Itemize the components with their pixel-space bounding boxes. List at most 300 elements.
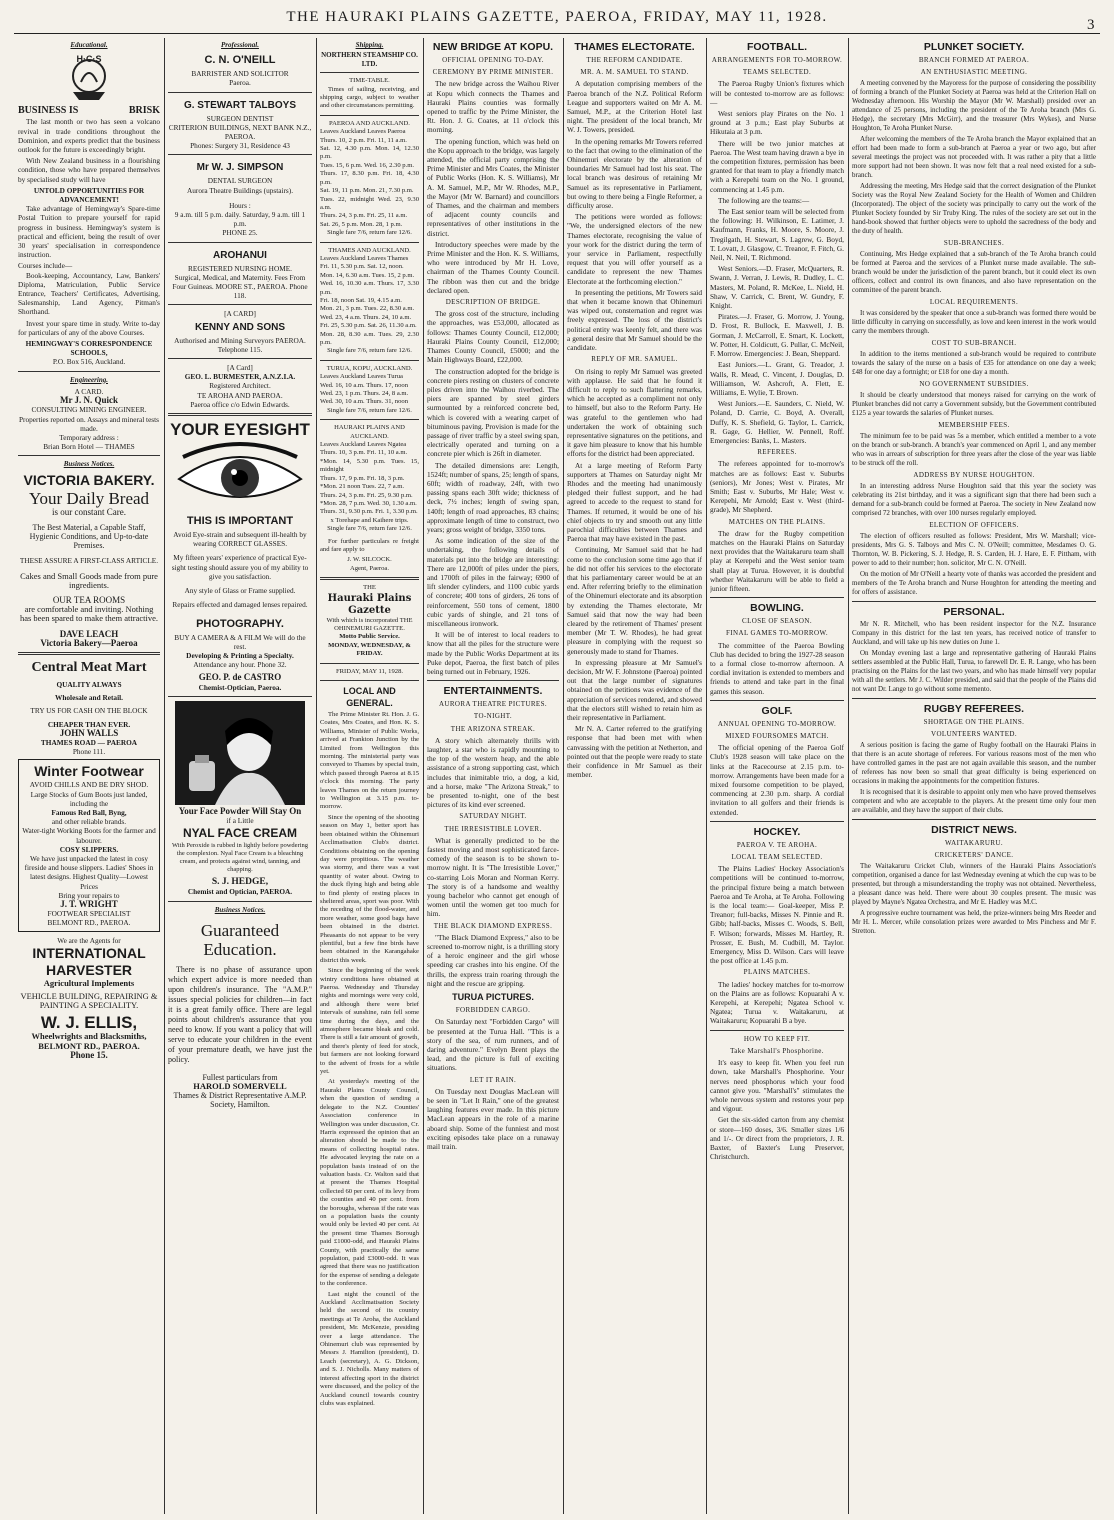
column-3	[320, 38, 419, 1514]
subheading: REPLY OF MR. SAMUEL.	[591, 355, 678, 364]
paragraph: The opening function, which was held on the Kopu approach to the bridge, was largely attended, the official party comprising the Prime Minister and Mrs Coates, the Minister of Public Works (Hon. K. S. Williams), Mr A. M. Samuel, M.P., Mr W. Rhodes, M.P., the Mayor (Mr W. Barnard) and councillors of Thames, and the chairman and members of adjacent county councils and representatives of other institutions in the district.	[427, 136, 559, 238]
headline: ENTERTAINMENTS.	[443, 685, 543, 698]
advertiser-name: Mr W. J. SIMPSON	[196, 162, 284, 174]
timetable-row: Thurs. 24, 3 p.m. Fri. 25, 9.30 p.m.	[320, 491, 413, 499]
advertiser-name: HEMINGWAY'S CORRESPONDENCE SCHOOLS,	[25, 339, 153, 358]
address: CRITERION BUILDINGS, NEXT BANK N.Z., PAEROA.	[168, 122, 312, 142]
eye-icon	[175, 441, 305, 511]
paragraph: West seniors play Pirates on the No. 1 ground at 3 p.m.; East play Suburbs at Hikutaia at 3 p.m.	[710, 109, 844, 137]
subheading: ARRANGEMENTS FOR TO-MORROW.	[711, 56, 843, 64]
label: Single fare 7/6, return fare 12/6.	[327, 229, 412, 237]
advertiser-name: DAVE LEACH	[59, 628, 119, 639]
paragraph: Repairs effected and damaged lenses repaired.	[172, 600, 308, 610]
paragraph: What is generally predicted to be the fastest moving and most sophisticated farce-comedy of the season is to be shown to-morrow night. It is "The Irresistible Lover," co-starring Lois Moran and Norman Kerry. The story is of a handsome and wealthy young bachelor who cannot get enough of women until the women get too much for him.	[427, 835, 559, 919]
paragraph: The minimum fee to be paid was 5s a member, which entitled a member to a vote on the branch or sub-branch. A branch's year commenced on April 1, and any member who was in arrears of subscription for three years after the close of the year was liable to be struck off the roll.	[852, 432, 1096, 467]
label: COSY SLIPPERS.	[59, 844, 119, 854]
label: Registered Architect.	[209, 381, 271, 391]
brisk-heading: BRISK	[128, 105, 160, 117]
advertiser-name: W. J. ELLIS,	[40, 1013, 138, 1033]
timetable-row: Fri. 18, noon Sat. 19, 4.15 a.m.	[320, 296, 402, 304]
label: SURGEON DENTIST	[206, 113, 274, 123]
label: Wheelwrights and Blacksmiths,	[31, 1031, 147, 1042]
advertiser-name: G. STEWART TALBOYS	[183, 99, 297, 111]
label: Single fare 7/6, return fare 12/6.	[327, 525, 412, 533]
paragraph: The referees appointed for to-morrow's matches are as follows: East v. Suburbs (seniors), Mr Jones; West v. Pirates, Mr Smith; East v. Suburbs, Mr Hale; West v. Kerepehi, Mr Arnold; East v. West (third-grade), Mr Shepherd.	[710, 459, 844, 515]
paragraph: A story which alternately thrills with laughter, a star who is rapidly mounting to the top of the western heap, and the able assistance of a strong supporting cast, which includes that inimitable trio, a dog, a kid, and a horse, make "The Arizona Streak," to be presented to-night, one of the best pictures of its kind ever screened.	[427, 735, 559, 810]
timetable-row: Wed. 23, 4 a.m. Thurs. 24, 10 a.m.	[320, 313, 412, 321]
subheading: Take Marshall's Phosphorine.	[730, 1046, 824, 1055]
advertiser-name: JOHN WALLS	[59, 727, 119, 738]
paragraph: West Juniors.—E. Saunders, C. Nield, W. Poland, D. Carrie, C. Boyd, A. Overall, Duffy, K. S. Shefield, G. Taylor, L. Carrick, R. Gage, G. Hellier, W. Pennell, Roff. Emergencies: Banks, L. Masters.	[710, 399, 844, 445]
headline: HARVESTER	[45, 961, 133, 978]
label: Authorised and Mining Surveyors PAEROA.	[174, 335, 306, 345]
headline: DISTRICT NEWS.	[931, 824, 1017, 836]
paragraph: The ladies' hockey matches for to-morrow on the Plains are as follows: Kopuarahi A v. Kerepehi, at Kerepehi; Ngatea School v. Ngatea; Turua v. Waitakaruru, at Waitakaruru; Kopuarahi B a bye.	[710, 979, 844, 1026]
advertiser-name: VICTORIA BAKERY.	[23, 471, 155, 488]
section-label: Shipping.	[355, 41, 384, 49]
paragraph: Since the beginning of the week wintry conditions have obtained at Paeroa. Wednesday and Thursday nights and mornings were very cold, and although there were brief intervals of sunshine, rain fell some time during the days, and the atmosphere became bleak and cold. There is still a fair amount of growth, and there's plenty of feed for stock, but farmers are not looking forward to the advent of frosts for a while yet.	[320, 967, 419, 1076]
paragraph: Properties reported on. Assays and mineral tests made.	[18, 414, 160, 433]
date: FRIDAY, MAY 11, 1928.	[335, 667, 404, 675]
masthead	[0, 0, 1114, 34]
label: OUR TEA ROOMS	[52, 594, 126, 605]
section-label: Business Notices.	[63, 460, 115, 469]
subheading: LET IT RAIN.	[469, 1075, 517, 1084]
subheading: ADDRESS BY NURSE HOUGHTON.	[913, 471, 1035, 479]
label: HAURAKI PLAINS AND AUCKLAND.	[334, 424, 405, 440]
subheading: THE ARIZONA STREAK.	[450, 724, 536, 733]
paragraph: On rising to reply Mr Samuel was greeted with applause. He said that he found it difficult to reply to such flattering remarks, which he accepted as a compliment not only to himself, but also to the Reform Party. He was grateful to the gentlemen who had undertaken the work of obtaining such representative signatures on the petitions, and it gave him pleasure to know that his humble efforts for the district had been appreciated.	[567, 366, 702, 459]
subheading: SHORTAGE ON THE PLAINS.	[923, 718, 1025, 726]
paragraph: The official opening of the Paeroa Golf Club's 1928 season will take place on the links at the Racecourse at 2.15 p.m. to-morrow. Arrangements have been made for a mixed foursome competition to be played, commencing at 2.30 p.m. sharp. A cordial invitation to all golfers and their friends is extended.	[710, 743, 844, 817]
timetable-header: Leaves Auckland Leaves Ngatea	[320, 441, 407, 449]
headline: PLUNKET SOCIETY.	[923, 41, 1025, 53]
label: THAMES AND AUCKLAND.	[328, 246, 411, 254]
paragraph: The East senior team will be selected from the following: H. Wilkinson, E. Latimer, J. Kaufmann, Franks, H. Moore, S. Moore, J. Tregilgath, H. Stewart, S. Lagrew, G. Boyd, T. Lovatt, J. Glasgow, C. Treanor, F. Fitch, G. Neil, N. Neil, T. Richmond.	[710, 207, 844, 263]
advertiser-name: Mr J. N. Quick	[59, 395, 119, 406]
headline: NEW BRIDGE AT KOPU.	[432, 41, 554, 53]
label: Attendance any hour. Phone 32.	[193, 660, 287, 670]
headline: GOLF.	[761, 704, 793, 717]
paragraph: We have just unpacked the latest in cosy fireside and house slippers. Ladies' Shoes in latest designs. Highest Quality—Lowest Prices	[24, 854, 154, 891]
advertiser-name: Central Meat Mart	[31, 659, 147, 675]
subheading: TO-NIGHT.	[473, 712, 513, 721]
headline: Guaranteed Education.	[200, 920, 280, 959]
paragraph: In expressing pleasure at Mr Samuel's decision, Mr W. F. Johnstone (Paeroa) pointed out that the large number of signatures obtained on the petitions was evidence of the appreciation of services rendered, and showed that the electors still wished to retain him as their representative in Parliament.	[567, 657, 702, 723]
paragraph: VEHICLE BUILDING, REPAIRING & PAINTING A SPECIALITY.	[20, 991, 158, 1011]
paragraph: Last night the council of the Auckland Acclimatisation Society held the second of its country meetings at Te Aroha, the Auckland president, Mr. McKenzie, presiding over a large attendance. The Ohinemuri club was represented by Messrs J. Hamilton (president), D. Leach (secretary), A. G. Dickson, and S. J. Nicholls. Many matters of interest affecting sport in the district were discussed, and the policy of the Auckland council towards country clubs was explained.	[320, 1290, 419, 1407]
masthead-title: THE HAURAKI PLAINS GAZETTE, PAEROA, FRIDAY, MAY 11, 1928.	[286, 9, 828, 25]
column-rule	[164, 38, 165, 1514]
timetable-row: *Mon. 28, 7 p.m. Wed. 30, 1.30 a.m.	[320, 499, 417, 507]
label: THE	[363, 584, 376, 592]
label: Fullest particulars from	[202, 1072, 278, 1082]
paragraph: The Paeroa Rugby Union's fixtures which will be contested to-morrow are as follows:—	[710, 79, 844, 107]
paragraph: "The Black Diamond Express," also to be screened to-morrow night, is a thrilling story of a heroic engineer and the girl whose speeding car crashes into his engine. Of the thrills, the express train roaring through the night and the rescue are gripping.	[427, 932, 559, 988]
headline: BOWLING.	[750, 602, 804, 615]
timetable-row: Wed. 16, 10 a.m. Thurs. 17, noon	[320, 381, 408, 389]
masthead-rule	[14, 33, 1100, 34]
subheading: CRICKETERS' DANCE.	[934, 851, 1014, 859]
label: Single fare 7/6, return fare 12/6.	[327, 406, 412, 414]
headline: FOOTBALL.	[746, 41, 808, 53]
subheading: MEMBERSHIP FEES.	[938, 421, 1010, 429]
section-label: Professional.	[221, 41, 259, 49]
column-rule	[563, 38, 564, 1514]
paragraph: It should be clearly understood that moneys raised for carrying on the work of Plunket branches did not carry a Government subsidy, but the Government contributed £125 a year towards the salaries of Plunket nurses.	[852, 391, 1096, 417]
subheading: HOW TO KEEP FIT.	[743, 1034, 811, 1043]
paragraph: In an interesting address Nurse Houghton said that this year the society was celebrating its 21st birthday, and it was a significant sign that there had been such a demand for a sub-branch could be formed at Paeroa. The society in New Zealand now comprised 72 branches, with over 100 nurses regularly employed.	[852, 482, 1096, 517]
address: BELMONT RD., PAEROA.	[47, 918, 131, 928]
column-7	[852, 38, 1096, 1514]
address: BELMONT RD., PAEROA.	[38, 1040, 140, 1051]
subheading: ANNUAL OPENING TO-MORROW.	[717, 719, 837, 728]
paragraph: Avoid Eye-strain and subsequent ill-health by wearing CORRECT GLASSES.	[173, 530, 307, 549]
subheading: VOLUNTEERS WANTED.	[930, 730, 1017, 738]
paragraph: The gross cost of the structure, including the approaches, was £53,000, allocated as follows: Thames County Council, £12,000; Hauraki Plains County Council, £12,000; Thames County Council, £5000; and the Main Highways Board, £22,000.	[427, 309, 559, 365]
paragraph: Continuing, Mr Samuel said that he had come to the conclusion some time ago that if he did not offer his services to the electorate that his parliamentary career would be at an end. After referring briefly to the elimination of the Ohinemuri electorate and its absorption by extending the Thames electorate, Mr Samuel said that now the way had been cleared by the retirement of Thames' present member (Mr T. W. Rhodes), he had great pleasure in complying with the request so generously made to stand for Thames.	[567, 545, 702, 656]
paragraph: There will be two junior matches at Paeroa. The West team having drawn a bye in the competition fixtures, permission has been granted for that team to play a friendly match with a Kerepehi team on the No. 1 ground, commencing at 1.45 p.m.	[710, 138, 844, 194]
timetable-row: Thurs. 24, 3 p.m. Fri. 25, 11 a.m.	[320, 212, 408, 220]
label: QUALITY ALWAYS	[56, 679, 122, 689]
timetable-row: *Mon. 14, 5.30 p.m. Tues. 15, midnight	[320, 457, 419, 474]
advertiser-name: AROHANUI	[213, 249, 267, 261]
label: CHEAPER THAN EVER.	[47, 719, 131, 729]
subheading: FINAL GAMES TO-MORROW.	[726, 629, 828, 638]
paragraph: The petitions were worded as follows: "We, the undersigned electors of the new Thames electorate, recognising the value of your work for the district during the term of your service in Parliament, respectfully request that you will offer yourself as a candidate to represent the new Thames Electorate at the forthcoming election."	[567, 212, 702, 286]
column-rule	[848, 38, 849, 1514]
paragraph: It's easy to keep fit. When you feel run down, take Marshall's Phosphorine. Your nerves need phosphorus which your food cannot give you. "Marshall's" stimulates the whole nervous system and restores your pep and vigour.	[710, 1058, 844, 1114]
hcs-logo-icon	[59, 52, 119, 104]
timetable-row: Mon. 14, 6.30 a.m. Tues. 15, 2 p.m.	[320, 271, 415, 279]
subheading: LOCAL REQUIREMENTS.	[929, 298, 1019, 306]
paragraph: The last month or two has seen a volcano revival in trade conditions throughout the Dominion, and experts predict that the business outlook for the future is exceedingly bright.	[18, 117, 160, 155]
timetable-row: Mon. 21, 3 p.m. Tues. 22, 8.30 a.m.	[320, 305, 415, 313]
timetable	[320, 382, 419, 407]
paragraph: At yesterday's meeting of the Hauraki Plains County Council, when the question of sending a delegate to the N.Z. Counties' Association conference in Wellington was under discussion, Cr. Harris expressed the opinion that an alteration should be made to the means of collecting hospital rates. He advocated levying the rate on a population basis instead of on the valuation basis. Cr. Walton said that at present the Thames Hospital collected 60 per cent. of its levy from the counties and 40 per cent. from the boroughs, whereas if the rate was on a population basis the county would only be levied 40 per cent. At the present time Thames Borough paid £1000-odd, and Hauraki Plains County, with practically the same population, paid £3000-odd. It was agreed that there was no justification for the expense of sending a delegate to the conference.	[320, 1078, 419, 1288]
paragraph: BUY A CAMERA & A FILM We will do the rest.	[174, 632, 306, 651]
phone: PHONE 25.	[222, 228, 258, 238]
label: FOOTWEAR SPECIALIST	[47, 909, 131, 919]
advertiser-name: J. W. SILCOCK.	[347, 556, 392, 564]
paragraph: TRY US FOR CASH ON THE BLOCK	[30, 706, 148, 716]
label: TIME-TABLE.	[349, 77, 390, 85]
timetable-row: Sat. 26, 5 p.m. Mon. 28, 1 p.m.	[320, 220, 403, 228]
advertiser-name: HAROLD SOMERVELL	[193, 1080, 287, 1091]
timetable-header: Leaves Auckland Leaves Thames	[320, 254, 409, 262]
label: Agent, Paeroa.	[350, 564, 389, 572]
label: DENTAL SURGEON	[207, 176, 273, 186]
column-4	[427, 38, 559, 1514]
advertiser-name: C. N. O'NEILL	[204, 54, 276, 67]
subheading: PAEROA V. TE AROHA.	[736, 840, 818, 849]
label: AVOID CHILLS AND BE DRY SHOD.	[29, 780, 149, 790]
subheading: FORBIDDEN CARGO.	[455, 1006, 531, 1015]
label: TE AROHA AND PAEROA.	[197, 390, 283, 400]
timetable	[320, 137, 419, 229]
paragraph: A meeting convened by the Mayoress for the purpose of considering the possibility of forming a branch of the Plunket Society at Paeroa was held at the Criterion Hall on Wednesday afternoon. His Worship the Mayor (Mr W. Marshall) presided over an attendance of 25 persons, including the president of the Te Aroha branch (Mrs G. Hedge), the secretary (Mrs McGirr), and the treasurer (Mrs Wykes), and Nurse Houghton, Te Aroha Plunket Nurse.	[852, 79, 1096, 132]
address: Paeroa office c/o Edwin Edwards.	[190, 399, 290, 409]
business-heading: BUSINESS IS	[18, 105, 79, 117]
label: Single fare 7/6, return fare 12/6.	[327, 347, 412, 355]
paragraph: As some indication of the size of the undertaking, the following details of materials put into the bridge are interesting: There are 12,000ft of piles under the piers, and 1700ft of piles in the fairway; 6900 of lift slender cylinders, and 1100 cubic yards of concrete; 400 tons of girders, 26 tons of reinforcement, 550 tons of cement, 1800 cubic yards of shingle, and 21 tons of miscellaneous ironwork.	[427, 536, 559, 628]
paragraph: Introductory speeches were made by the Prime Minister and the Hon. K. S. Williams, who were introduced by Mr H. Love, chairman of the Thames County Council. The ribbon was then cut and the bridge declared open.	[427, 239, 559, 295]
paragraph: My fifteen years' experience of practical Eye-sight testing should assure you of my ability to give you satisfaction.	[171, 553, 309, 581]
label: Bring your repairs to	[58, 890, 120, 900]
paragraph: There is no phase of assurance upon which expert advice is more needed than upon children's insurance. The "A.M.P." issues special policies for children—in fact it is a great family office. There are legal points about children's assurance that you need to know. If you want a policy that will serve to educate your children in the event of your premature death, we have just the policy.	[168, 964, 312, 1064]
paragraph: On Tuesday next Douglas MacLean will be seen in "Let It Rain," one of the greatest laughing features ever made. In this picture MacLean appears in the role of a marine aboard ship. Some of the funniest and most exciting episodes take place on a runaway mail train.	[427, 1086, 559, 1151]
label: Chemist and Optician, PAEROA.	[187, 887, 293, 897]
timetable-row: Wed. 30, 10 a.m. Thurs. 31, noon	[320, 398, 408, 406]
paragraph: On Monday evening last a large and representative gathering of Hauraki Plains settlers assembled at the Public Hall, Turua, to farewell Dr. E. R. Lange, who has been practising on the Plains for the last two years, and who has made himself very popular with all the settlers. Mr J. C. Wilder presided, and said that the people of the Plains did not want Dr. Lange to go without some memento.	[852, 649, 1096, 693]
headline: NYAL FACE CREAM	[182, 826, 298, 841]
timetable	[320, 449, 419, 516]
column-5	[567, 38, 702, 1514]
label: PAEROA AND AUCKLAND.	[329, 119, 410, 127]
page-number: 3	[1087, 17, 1096, 33]
paragraph: On Saturday next "Forbidden Cargo" will be presented at the Turua Hall. "This is a story of the sea, of rum runners, and of daring adventure." Evelyn Brent plays the lead, and the picture is full of exciting situations.	[427, 1017, 559, 1073]
paragraph: The detailed dimensions are: Length, 1524ft; number of spans, 25; length of spans, 60ft; width of roadway, 24ft, with two passing spans each 30ft wide; thickness of deck, 7½ inches; length of swing span, 140ft; length of road approaches, 83 chains; approximate length of time to construct, two years; gross weight of bridge, 3350 tons.	[427, 460, 559, 534]
headline: INTERNATIONAL	[32, 944, 146, 961]
paragraph: The Waitakaruru Cricket Club, winners of the Hauraki Plains Association's competition, organised a dance for last Wednesday evening at which the cup was to be presented, but through a misunderstanding the trophy was not obtained. Nevertheless, a pleasant dance was held. There were about 30 couples present. The music was played by Mayne's Ngatea Orchestra, and Mr E. Hadley was M.C.	[852, 862, 1096, 906]
paragraph: are comfortable and inviting. Nothing has been spared to make them attractive.	[19, 604, 159, 624]
paragraph: Continuing, Mrs Hedge explained that a sub-branch of the Te Aroha branch could be formed at Paeroa and the services of a Plunket nurse made available. The sub-branch would be under the jurisdiction of the parent branch, but it could elect its own officers, collect and control its own finances, and also have representation on the committee of the parent branch.	[852, 250, 1096, 294]
column-2	[168, 38, 312, 1514]
label: Temporary address :	[59, 432, 119, 442]
paragraph: Book-keeping, Accountancy, Law, Bankers' Diploma, Matriculation, Public Service Entrance, Teachers' Certificates, Advertising, Salesmanship, Land Agency, Pitman's Shorthand.	[18, 270, 160, 317]
subheading: MR. A. M. SAMUEL TO STAND.	[580, 68, 689, 77]
paragraph: It will be of interest to local readers to know that all the piles for the structure were made by the Public Works Department at its Puke depot, Paeroa, the first batch of piles being turned out in February, 1926.	[427, 630, 559, 676]
section-label: Engineering.	[70, 375, 108, 384]
subheading: OFFICIAL OPENING TO-DAY.	[442, 56, 544, 64]
headline: LOCAL AND GENERAL.	[343, 686, 396, 708]
subheading: SUB-BRANCHES.	[943, 239, 1005, 247]
label: Hours :	[229, 200, 251, 210]
label: Victoria Bakery—Paeroa	[40, 637, 138, 648]
headline: RUGBY REFEREES.	[923, 703, 1025, 715]
winter-footwear-ad	[18, 759, 160, 931]
subheading: THE IRRESISTIBLE LOVER.	[444, 824, 542, 833]
paragraph: The Best Material, a Capable Staff, Hygienic Conditions, and Up-to-date Premises.	[29, 522, 149, 551]
timetable-row: Thurs. 10, 2 p.m. Fri. 11, 11 a.m.	[320, 136, 407, 144]
timetable-row: Sat. 19, 11 p.m. Mon. 21, 7.30 p.m.	[320, 187, 414, 195]
headline: HOCKEY.	[753, 825, 801, 838]
paragraph: East Juniors.—L. Grant, G. Treador, J. Walls, R. Mead, C. Vincent, J. Douglas, D. Williamson, W. Ashcroft, A. Flett, E. Williams, E. Wylie, T. Brown.	[710, 360, 844, 397]
subheading: MIXED FOURSOMES MATCH.	[725, 732, 829, 740]
label: THESE ASSURE A FIRST-CLASS ARTICLE.	[19, 556, 159, 566]
subheading: THE BLACK DIAMOND EXPRESS.	[433, 921, 553, 930]
paragraph: The draw for the Rugby competition matches on the Hauraki Plains on Saturday next provides that the Waitakaruru team shall play at Kerepehi and the West senior team shall play at Turua. However, it is doubtful whether Waitakaruru will be able to field a junior fifteen.	[710, 528, 844, 593]
label: A CARD.	[74, 386, 104, 396]
timetable-row: Sat. 12, 4.30 p.m. Mon. 14, 12.30 p.m.	[320, 145, 419, 161]
headline: PERSONAL.	[943, 606, 1005, 618]
section-label: Educational.	[70, 41, 108, 49]
paragraph: Get the six-sided carton from any chemist or store—160 doses, 3/6. Smaller sizes 1/6 and 1/-. Or direct from the proprietors, J. R. Baxter, of Baxter's Lung Preserver, Christchurch.	[710, 1115, 844, 1162]
timetable-header: Leaves Auckland Leaves Turua	[320, 373, 403, 381]
subheading: SATURDAY NIGHT.	[459, 812, 527, 821]
paragraph: In the opening remarks Mr Towers referred to the fact that owing to the elimination of the Ohinemuri electorate by the alteration of boundaries Mr Samuel had lost his seat. The local branch was desirous of retaining Mr Samuel as its representative in Parliament, but owing to there being a Fingle Reformer, a difficulty arose.	[567, 136, 702, 211]
paragraph: With New Zealand business in a flourishing condition, those who have prepared themselves by specialised study will have	[18, 156, 160, 184]
label: With which is incorporated THE OHINEMURI GAZETTE.	[326, 616, 413, 632]
label: if a Little	[226, 815, 254, 825]
timetable-row: Wed. 23, 1 p.m. Thurs. 24, 8 a.m.	[320, 390, 409, 398]
label: Courses include—	[18, 261, 73, 271]
address: Aurora Theatre Buildings (upstairs).	[186, 185, 294, 195]
column-rule	[316, 38, 317, 1514]
timetable-row: Thurs. 17, 8.30 p.m. Fri. 18, 4.30 p.m.	[320, 170, 419, 186]
paragraph: At a large meeting of Reform Party supporters at Thames on Saturday night Mr Rhodes and the meeting had unanimously pledged their fullest support, and he had agreed to accede to the request to stand for Thames. If returned, it would be one of his chief objects to try and smooth out any little parochial difficulties between Thames and Paeroa that may have existed in the past.	[567, 460, 702, 544]
label: Famous Red Ball, Byng,	[51, 807, 127, 817]
paragraph: The Prime Minister Rt. Hon. J. G. Coates, Mrs Coates, and Hon. K. S. Williams, Minister of Public Works, arrived at Frankton Junction by the Limited from Wellington this morning. The ministerial party was conveyed to Thames by special train, which passed through Paeroa at 8.15 o'clock this morning. The party leaves Thames on the return journey to Wellington at 3.15 p.m. to-morrow.	[320, 711, 419, 811]
label: Developing & Printing a Specialty.	[186, 650, 294, 660]
advertiser-name: NORTHERN STEAMSHIP CO. LTD.	[321, 51, 418, 68]
paragraph: In addition to the items mentioned a sub-branch would be required to contribute towards the salary of the nurse on a basis of £35 for attendance on one day a week; £48 for one day a fortnight; or £18 for one day a month.	[852, 350, 1096, 376]
headline: TURUA PICTURES.	[452, 992, 534, 1003]
label: BARRISTER AND SOLICITOR	[191, 69, 289, 79]
paragraph: Any style of Glass or Frame supplied.	[184, 586, 296, 596]
label: [A Card]	[227, 363, 253, 373]
timetable-row: Wed. 16, 10.30 a.m. Thurs. 17, 3.30 p.m.	[320, 280, 419, 296]
gazette-nameplate: Hauraki Plains Gazette	[327, 592, 412, 616]
paragraph: Mr N. A. Carter referred to the gratifying response that had been met with when canvassing with the petition at Netherton, and pointed out that the people were ready to state their confidence in Mr Samuel as their member.	[567, 724, 702, 780]
hcs-logo-text: H·C·S	[76, 54, 102, 65]
paragraph: A deputation comprising members of the Paeroa branch of the N.Z. Political Reform League and supporters waited on Mr A. M. Samuel, M.P., at the Criterion Hotel last night. The president of the local branch, Mr W. J. Towers, presided.	[567, 79, 702, 135]
label: MONDAY, WEDNESDAY, & FRIDAY.	[328, 641, 411, 658]
column-rule	[706, 38, 707, 1514]
paragraph: Surgical, Medical, and Maternity. Fees From Four Guineas. MOORE ST., PAEROA. Phone 118.	[172, 272, 308, 301]
section-label: Business Notices.	[214, 905, 266, 914]
paragraph: In presenting the petitions, Mr Towers said that when it became known that Ohinemuri was wiped out, consternation and regret was freely expressed. The loss of the district's political entity was keenly felt, and there was a general desire that Mr Samuel should be the candidate.	[567, 287, 702, 353]
paragraph: West Seniors.—D. Fraser, McQuarters, R. Swann, J. Verran, J. Lewis, R. Dudley, L. C. Masters, M. Poland, R. McKee, L. Nield, H. Shaw, V. Carrick, C. Brent, W. Gundry, F. Knight.	[710, 264, 844, 311]
subheading: REFEREES.	[757, 448, 797, 457]
timetable-row: Fri. 25, 5.30 p.m. Sat. 26, 11.30 a.m.	[320, 322, 417, 330]
paragraph: Mr N. R. Mitchell, who has been resident inspector for the N.Z. Insurance Company in this district for the last ten years, has received notice of transfer to Auckland, and will take up his new duties on June 1.	[852, 620, 1096, 646]
address: Brian Born Hotel — THAMES	[43, 442, 135, 452]
address: THAMES ROAD — PAEROA	[40, 737, 138, 747]
advertiser-name: GEO. P. de CASTRO	[198, 672, 282, 683]
headline: Your Face Powder Will Stay On	[178, 805, 302, 816]
advertiser-name: KENNY AND SONS	[194, 321, 285, 333]
timetable-row: Thurs. 10, 3 p.m. Fri. 11, 10 a.m.	[320, 449, 408, 457]
label: CONSULTING MINING ENGINEER.	[31, 405, 147, 415]
advertiser-name: GEO. L. BURMESTER, A.N.Z.I.A.	[184, 372, 296, 382]
phone: Telephone 115.	[217, 344, 263, 354]
timetable-row: Thurs. 17, 9 p.m. Fri. 18, 3 p.m.	[320, 474, 405, 482]
label: x Torehape and Kaihere trips.	[330, 516, 409, 524]
subheading: NO GOVERNMENT SUBSIDIES.	[919, 380, 1029, 388]
timetable-row: Fri. 11, 5.30 p.m. Sat. 12, noon.	[320, 263, 404, 271]
phone: Phone 15.	[70, 1049, 108, 1060]
label: is our constant Care.	[52, 506, 126, 517]
paragraph: Addressing the meeting, Mrs Hedge said that the correct designation of the Plunket Society was the Royal New Zealand Society for the Health of Women and Children (Incorporated). The object of the society was principally to carry out the work of the Plunket Society founded by Sir Truby King. The rules of the society are set out in the hand-book showed that further objects were to uphold the sacredness of the body and the duty of health.	[852, 182, 1096, 235]
headline: Winter Footwear	[34, 763, 144, 780]
subheading: AN ENTHUSIASTIC MEETING.	[920, 68, 1028, 76]
paragraph: Water-tight Working Boots for the farmer and labourer.	[22, 826, 156, 845]
label: Thames & District Representative A.M.P. Society, Hamilton.	[173, 1091, 307, 1110]
paragraph: A serious position is facing the game of Rugby football on the Hauraki Plains in that there is an acute shortage of referees. For various reasons most of the men who have controlled games in the past are not again available this season, and the number of referees has now been so small that great difficulty is being experienced on occasions in making the appointments for the competition fixtures.	[852, 741, 1096, 785]
subheading: PLAINS MATCHES.	[743, 968, 811, 977]
phone: Phones: Surgery 31, Residence 43	[190, 141, 290, 151]
label: TURUA, KOPU, AUCKLAND.	[326, 364, 413, 372]
paragraph: After welcoming the members of the Te Aroha branch the Mayor explained that an effort had been made to form a sub-branch at Paeroa a year or two ago, but after several meetings the project was not proceeded with. It was rather a pity that a little more support had not been shown. It was now felt that a real need existed for a sub-branch.	[852, 135, 1096, 179]
subheading: BRANCH FORMED AT PAEROA.	[918, 56, 1030, 64]
timetable-row: Tues. 15, 6 p.m. Wed. 16, 2.30 p.m.	[320, 161, 414, 169]
paragraph: The Plains Ladies' Hockey Association's competitions will be continued to-morrow, the principal fixture being a match between Paeroa and Te Aroha, at Te Aroha. Following is the local team:— Goal-keeper, Miss P. Treanor; full-backs, Misses N. Pinnie and R. Gibb; half-backs, Misses C. Woods, S. Bell, F. Wilson; forwards, Misses M. Hartley, R. Prosser, E. Bush, M. Cudbill, M. Taylor. Emergency, Miss D. Wilson. Cars will leave the post office at 1.45 p.m.	[710, 864, 844, 966]
paragraph: Large Stocks of Gum Boots just landed, including the	[30, 789, 148, 808]
subheading: MATCHES ON THE PLAINS.	[728, 517, 826, 526]
subheading: TEAMS SELECTED.	[742, 68, 812, 77]
label: Motto Public Service.	[339, 633, 400, 641]
headline: Your Daily Bread	[28, 488, 150, 508]
paragraph: The committee of the Paeroa Bowling Club has decided to bring the 1927-28 season to a formal close to-morrow afternoon. A cordial invitation is extended to members and friends to attend and take part in the final games this season.	[710, 640, 844, 696]
woman-illustration-icon	[175, 701, 305, 805]
paragraph: The new bridge across the Waihou River at Kopu which connects the Thames and Hauraki Plains counties was formally opened to traffic by the Prime Minister, the Rt. Hon. J. G. Coates, at 11 o'clock this morning.	[427, 79, 559, 135]
label: Wholesale and Retail.	[55, 693, 123, 703]
address: P.O. Box 516, Auckland.	[52, 357, 126, 367]
paragraph: On the motion of Mr O'Neill a hearty vote of thanks was accorded the president and members of the Te Aroha branch and Nurse Houghton for attending the meeting and for offers of assistance.	[852, 570, 1096, 596]
headline: UNTOLD OPPORTUNITIES FOR ADVANCEMENT!	[33, 185, 145, 205]
paragraph: Cakes and Small Goods made from pure ingredients.	[20, 570, 158, 590]
subheading: WAITAKARURU.	[944, 839, 1004, 847]
subheading: COST TO SUB-BRANCH.	[931, 339, 1017, 347]
paragraph: A progressive euchre tournament was held, the prize-winners being Mrs Reeder and Mr H. L. Mercer, while consolation prizes were awarded to Mrs Pinchess and Mr F. Stretton.	[852, 909, 1096, 935]
paragraph: Times of sailing, receiving, and shipping cargo, subject to weather and other circumstances permitting.	[320, 85, 419, 110]
paragraph: It was considered by the speaker that once a sub-branch was formed there would be little difficulty in carrying on successfully, as love and keen interest in the work would carry the members through.	[852, 309, 1096, 335]
paragraph: 9 a.m. till 5 p.m. daily. Saturday, 9 a.m. till 1 p.m.	[174, 210, 306, 229]
headline: YOUR EYESIGHT	[170, 420, 310, 440]
headline: PHOTOGRAPHY.	[196, 617, 284, 630]
label: Paeroa.	[229, 78, 251, 88]
paragraph: Take advantage of Hemingway's Spare-time Postal Tuition to prepare yourself for rapid progress in business. Hemingway's system is practical and efficient, being the result of over 30 years' specialisation in correspondence instruction.	[18, 204, 160, 260]
paragraph: Since the opening of the shooting season on May 1, better sport has been obtained within the Ohinemuri Acclimatisation Club's district. Conditions obtaining on the opening day were propitious. The weather was stormy, and there was a vast quantity of water about. Owing to the duck flying high and being able to find plenty of resting places in sheltered areas, sport was poor. With the receding of the flood-water, and more weather, some good bags have been obtained in the district. Pheasants do not appear to be very plentiful, but a few fine birds have been obtained in the Karangahake district this week.	[320, 813, 419, 964]
timetable	[320, 263, 419, 347]
phone: Phone 111.	[72, 747, 106, 757]
paragraph: For further particulars re freight and fare apply to	[320, 537, 419, 553]
paragraph: The construction adopted for the bridge is concrete piers resting on clusters of concrete piles driven into the Waihou riverbed. The piers are spanned by steel girders surmounted by a reinforced concrete bed, which is covered with a wearing carpet of bituminous paving. Provision is made for the passage of river traffic by a steel swing span, electrically operated and turning on a concrete pier which is 26ft in diameter.	[427, 366, 559, 459]
label: Agricultural Implements	[43, 977, 135, 988]
column-rule	[423, 38, 424, 1514]
label: REGISTERED NURSING HOME.	[188, 263, 292, 273]
advertiser-name: S. J. HEDGE,	[211, 877, 269, 888]
paragraph: and other reliable brands.	[51, 817, 127, 827]
timetable-row: *Mon. 21 noon Tues. 22, 7 a.m.	[320, 483, 405, 491]
subheading: CLOSE OF SEASON.	[742, 617, 812, 626]
subheading: ELECTION OF OFFICERS.	[929, 521, 1019, 529]
advertiser-name: J. T. WRIGHT	[60, 899, 118, 910]
paragraph: The election of officers resulted as follows: President, Mrs W. Marshall; vice-presidents, Mrs G. S. Talboys and Mrs C. N. O'Neill; committee, Mesdames O. G. Thornton, W. B. Pickering, S. J. Hedge, R. S. Carden, H. J. Hare, E. F. Pittham, with power to add to their number; hon. solicitor, Mr C. N. O'Neill.	[852, 532, 1096, 567]
column-6	[710, 38, 844, 1514]
headline: THAMES ELECTORATE.	[574, 41, 695, 53]
subheading: LOCAL TEAM SELECTED.	[731, 853, 823, 862]
timetable-row: Mon. 28, 8.30 a.m. Tues. 29, 2.30 p.m.	[320, 330, 419, 346]
paragraph: With Peroxide is rubbed in lightly before powdering the complexion. Nyal Face Cream is a bleaching cream, and protects against wind, tanning, and chapping.	[171, 842, 309, 874]
headline: THIS IS IMPORTANT	[186, 515, 294, 528]
paragraph: Pirates.—J. Fraser, G. Morrow, J. Young, D. Frost, R. Bullock, E. Maxwell, J. B. Gorman, J. McCarroll, E. Smart, K. Lockett, W. Potter, H. Coldicutt, G. Pullar, C. McNeil, F. Morrow. Emergencies: J. Bean, Sheppard.	[710, 312, 844, 359]
subheading: CEREMONY BY PRIME MINISTER.	[432, 68, 554, 77]
subheading: THE REFORM CANDIDATE.	[586, 56, 683, 64]
paragraph: It is recognised that it is desirable to appoint only men who have proved themselves competent and who are acceptable to the players. At the present time only four men are available, and they have the support of their clubs.	[852, 788, 1096, 814]
paragraph: The following are the teams:—	[718, 195, 810, 205]
subheading: AURORA THEATRE PICTURES.	[438, 700, 548, 709]
timetable-row: Thurs. 31, 9.30 p.m. Fri. 1, 3.30 p.m.	[320, 508, 418, 516]
label: We are the Agents for	[57, 935, 121, 945]
subheading: DESCRIPTION OF BRIDGE.	[445, 298, 541, 307]
timetable-row: Tues. 22, midnight Wed. 23, 9.30 a.m.	[320, 195, 419, 211]
column-1	[18, 38, 160, 1514]
paragraph: Invest your spare time in study. Write to-day for particulars of any of the above Courses.	[18, 318, 160, 337]
timetable-header: Leaves Auckland Leaves Paeroa	[320, 128, 406, 136]
label: Chemist-Optician, Paeroa.	[198, 682, 282, 692]
